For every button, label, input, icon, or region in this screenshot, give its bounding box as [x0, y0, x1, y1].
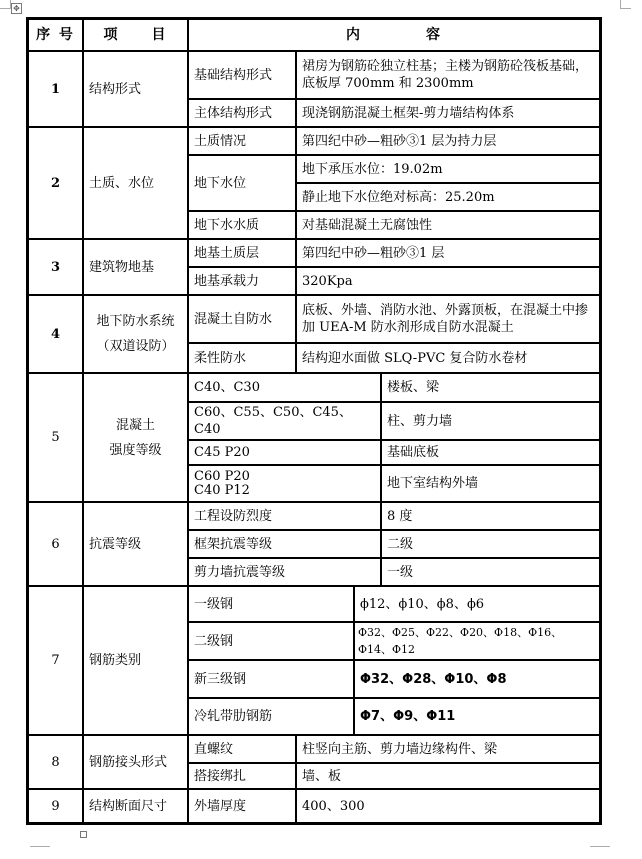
row-item: 钢筋接头形式 [83, 735, 188, 789]
sub-label: 基础结构形式 [188, 51, 296, 99]
sub-label: 混凝土自防水 [188, 295, 296, 343]
sub-value: 第四纪中砂—粗砂③1 层为持力层 [296, 127, 600, 155]
sub-value: 柱竖向主筋、剪力墙边缘构件、梁 [296, 735, 600, 763]
spec-table [26, 17, 602, 825]
row-number: 9 [28, 789, 83, 823]
row-item [83, 295, 188, 373]
row-item: 结构断面尺寸 [83, 789, 188, 823]
row-item: 抗震等级 [83, 502, 188, 586]
rebar-value: ϕ12、ϕ10、ϕ8、ϕ6 [354, 586, 600, 622]
table-row [28, 295, 600, 343]
row-number: 8 [28, 735, 83, 789]
row-item: 建筑物地基 [83, 239, 188, 295]
sub-label: 地基土质层 [188, 239, 296, 267]
header-no: 序 号 [28, 19, 83, 51]
row-number: 3 [28, 239, 83, 295]
header-item: 项 目 [83, 19, 188, 51]
end-of-cell-mark [80, 831, 87, 838]
sub-label: 柔性防水 [188, 343, 296, 373]
concrete-grade: C40、C30 [188, 373, 381, 402]
sub-label: 搭接绑扎 [188, 763, 296, 789]
rebar-value: Φ7、Φ9、Φ11 [354, 698, 600, 735]
sub-label: 地下水位 [188, 155, 296, 211]
header-content: 内 容 [188, 19, 600, 51]
row-number: 5 [28, 373, 83, 502]
table-move-handle-icon[interactable]: ✥ [11, 3, 22, 14]
header-row [28, 19, 600, 51]
concrete-grade: C45 P20 [188, 440, 381, 465]
table-row [28, 127, 600, 155]
sub-value: 底板、外墙、消防水池、外露顶板，在混凝土中掺加 UEA-M 防水剂形成自防水混凝土 [296, 295, 600, 343]
sub-label: 外墙厚度 [188, 789, 296, 823]
row-number: 7 [28, 586, 83, 735]
row-item [83, 373, 188, 502]
table-row [28, 239, 600, 267]
table-row [28, 51, 600, 99]
concrete-use: 楼板、梁 [381, 373, 600, 402]
row-number: 1 [28, 51, 83, 127]
rebar-value: Φ32、Φ28、Φ10、Φ8 [354, 660, 600, 698]
row-item: 钢筋类别 [83, 586, 188, 735]
row-item-line: 混凝土 [115, 417, 155, 433]
sub-value: 二级 [381, 530, 600, 558]
sub-value: 静止地下水位绝对标高：25.20m [296, 183, 600, 211]
sub-value: 8 度 [381, 502, 600, 530]
sub-value: 第四纪中砂—粗砂③1 层 [296, 239, 600, 267]
table-row [28, 502, 600, 530]
crop-mark-bottom-right [590, 846, 610, 859]
concrete-use: 基础底板 [381, 440, 600, 465]
sub-value: 对基础混凝土无腐蚀性 [296, 211, 600, 239]
crop-mark-top-right [620, 0, 631, 9]
sub-value: 结构迎水面做 SLQ-PVC 复合防水卷材 [296, 343, 600, 373]
row-item: 结构形式 [83, 51, 188, 127]
rebar-value: Φ32、Φ25、Φ22、Φ20、Φ18、Φ16、Φ14、Φ12 [354, 622, 600, 660]
table-row [28, 373, 600, 402]
concrete-grade: C60、C55、C50、C45、C40 [188, 402, 381, 440]
sub-label: 工程设防烈度 [188, 502, 381, 530]
row-number: 2 [28, 127, 83, 239]
concrete-grade [188, 465, 381, 502]
concrete-use: 地下室结构外墙 [381, 465, 600, 502]
concrete-grade-line: C40 P12 [194, 482, 250, 498]
sub-value: 320Kpa [296, 267, 600, 295]
concrete-grade-line: C60 P20 [194, 468, 250, 484]
row-number: 6 [28, 502, 83, 586]
row-item-line: （双道设防） [96, 339, 175, 354]
sub-value: 墙、板 [296, 763, 600, 789]
sub-label: 剪力墙抗震等级 [188, 558, 381, 586]
sub-label: 一级钢 [188, 586, 354, 622]
table-row [28, 789, 600, 823]
sub-value: 一级 [381, 558, 600, 586]
row-number: 4 [28, 295, 83, 373]
sub-label: 土质情况 [188, 127, 296, 155]
sub-label: 直螺纹 [188, 735, 296, 763]
crop-mark-top-left [0, 0, 11, 9]
concrete-use: 柱、剪力墙 [381, 402, 600, 440]
sub-value: 400、300 [296, 789, 600, 823]
crop-mark-bottom-left [30, 846, 50, 859]
sub-label: 新三级钢 [188, 660, 354, 698]
sub-label: 二级钢 [188, 622, 354, 660]
row-item-line: 地下防水系统 [96, 314, 175, 329]
sub-label: 地基承载力 [188, 267, 296, 295]
row-item-line: 强度等级 [109, 442, 162, 458]
sub-value: 现浇钢筋混凝土框架-剪力墙结构体系 [296, 99, 600, 127]
table-row [28, 735, 600, 763]
table-row [28, 586, 600, 622]
sub-value: 裙房为钢筋砼独立柱基；主楼为钢筋砼筏板基础，底板厚 700mm 和 2300mm [296, 51, 600, 99]
sub-label: 冷轧带肋钢筋 [188, 698, 354, 735]
sub-value: 地下承压水位：19.02m [296, 155, 600, 183]
sub-label: 主体结构形式 [188, 99, 296, 127]
sub-label: 框架抗震等级 [188, 530, 381, 558]
row-item: 土质、水位 [83, 127, 188, 239]
sub-label: 地下水水质 [188, 211, 296, 239]
